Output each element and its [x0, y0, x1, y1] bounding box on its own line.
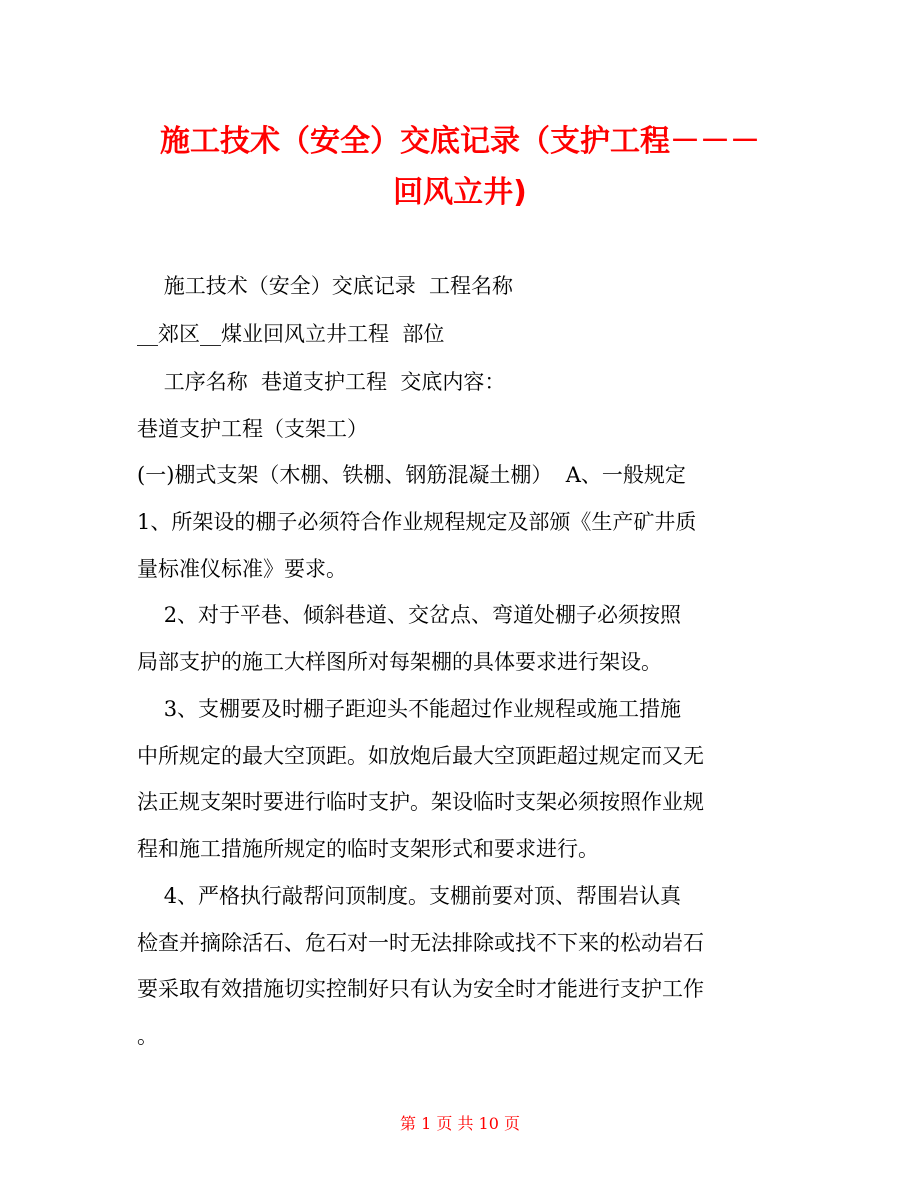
body-line: 1、所架设的棚子必须符合作业规程规定及部颁《生产矿井质 [137, 510, 697, 534]
body-line: __郊区__煤业回风立井工程 部位 [137, 322, 445, 346]
body-line: 局部支护的施工大样图所对每架棚的具体要求进行架设。 [137, 650, 662, 674]
body-line: 要采取有效措施切实控制好只有认为安全时才能进行支护工作 [137, 977, 704, 1001]
body-line: 巷道支护工程（支架工） [137, 417, 368, 441]
body-line: 中所规定的最大空顶距。如放炮后最大空顶距超过规定而又无 [137, 744, 704, 768]
body-line: 2、对于平巷、倾斜巷道、交岔点、弯道处棚子必须按照 [137, 603, 682, 627]
body-line: 。 [137, 1024, 158, 1048]
body-line: 程和施工措施所规定的临时支架形式和要求进行。 [137, 837, 599, 861]
document-title-line-1: 施工技术（安全）交底记录（支护工程－－－ [160, 124, 760, 159]
body-line: 4、严格执行敲帮问顶制度。支棚前要对顶、帮围岩认真 [137, 884, 682, 908]
page-number-footer: 第 1 页 共 10 页 [400, 1114, 520, 1133]
body-line: 量标准仪标准》要求。 [137, 557, 347, 581]
body-line: 施工技术（安全）交底记录 工程名称 [137, 274, 514, 298]
body-line: (一)棚式支架（木棚、铁棚、钢筋混凝土棚） A、一般规定 [137, 463, 686, 487]
body-line: 法正规支架时要进行临时支护。架设临时支架必须按照作业规 [137, 790, 704, 814]
body-line: 工序名称 巷道支护工程 交底内容： [137, 370, 506, 394]
document-title-line-2: 回风立井) [393, 175, 527, 210]
body-line: 3、支棚要及时棚子距迎头不能超过作业规程或施工措施 [137, 697, 682, 721]
body-line: 检查并摘除活石、危石对一时无法排除或找不下来的松动岩石 [137, 931, 704, 955]
